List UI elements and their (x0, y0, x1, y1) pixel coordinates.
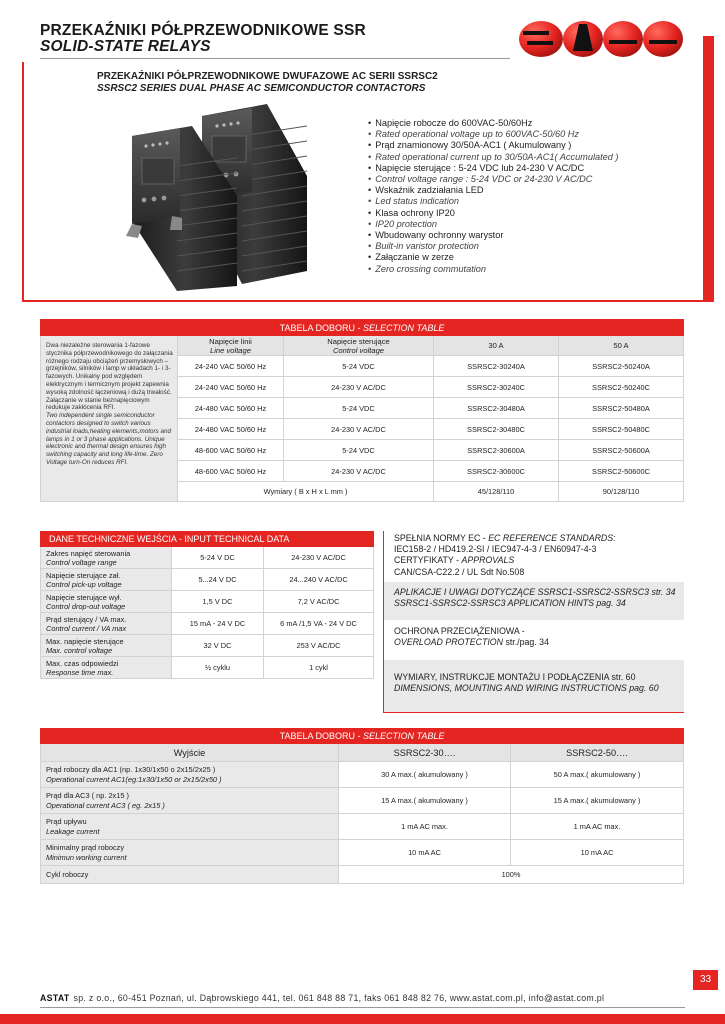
bullet-icon: • (368, 196, 372, 207)
bullet-icon: • (368, 129, 372, 140)
col-30a: 30 A (434, 336, 559, 356)
selection-table-1-title: TABELA DOBORU - SELECTION TABLE (41, 320, 684, 336)
bullet-icon: • (368, 151, 372, 162)
table-row: Napięcie sterujące zał. Control pick-up voltage 5...24 V DC 24...240 V AC/DC (41, 569, 374, 591)
table-row: Prąd dla AC3 ( np. 2x15 ) Operational current AC3 ( eg. 2x15 ) 15 A max.( akumulowany ) 15 A max.( akumulowany ) (41, 788, 684, 814)
feature-item: • Klasa ochrony IP20 (368, 207, 455, 218)
col-50a: 50 A (559, 336, 684, 356)
duty-cycle-label: Cykl roboczy (41, 866, 339, 884)
table-row: Prąd roboczy dla AC1 (np. 1x30/1x50 o 2x15/2x25 ) Operational current AC1(eg:1x30/1x50 or 2x15/2x50 ) 30 A max.( akumulowany ) 50 A max.( akumulowany ) (41, 762, 684, 788)
footer-address: ASTAT sp. z o.o., 60-451 Poznań, ul. Dąbrowskiego 441, tel. 061 848 88 71, faks 061 848 82 76, www.astat.com.pl, info@astat.com.pl (40, 993, 605, 1003)
bullet-icon: • (368, 252, 372, 263)
feature-item: • Led status indication (368, 196, 459, 207)
col-ssrsc2-50: SSRSC2-50…. (511, 744, 684, 762)
table-row: Prąd sterujący / VA max. Control current / VA max 15 mA - 24 V DC 6 mA /1,5 VA - 24 V DC (41, 613, 374, 635)
table-row: 24-240 VAC 50/60 Hz 24-230 V AC/DC SSRSC2-30240C SSRSC2-50240C (41, 377, 684, 398)
header-divider (40, 58, 510, 59)
feature-item: • Wskaźnik zadziałania LED (368, 185, 484, 196)
table-row (41, 866, 684, 884)
table-row: 48-600 VAC 50/60 Hz 5-24 VDC SSRSC2-30600A SSRSC2-50600A (41, 440, 684, 461)
table-row: 24-240 VAC 50/60 Hz 5-24 VDC SSRSC2-30240A SSRSC2-50240A (41, 356, 684, 377)
feature-item: • Control voltage range : 5-24 VDC or 24-230 V AC/DC (368, 174, 593, 185)
table-row: 24-480 VAC 50/60 Hz 5-24 VDC SSRSC2-30480A SSRSC2-50480A (41, 398, 684, 419)
feature-item: • Wbudowany ochronny warystor (368, 230, 504, 241)
table-row: Max. czas odpowiedzi Response time max. ½ cyklu 1 cykl (41, 657, 374, 679)
footer-accent-bar (0, 1014, 725, 1024)
product-description (41, 336, 178, 502)
application-hints-box: APLIKACJE I UWAGI DOTYCZĄCE SSRSC1-SSRSC2-SSRSC3 str. 34 SSRSC1-SSRSC2-SSRSC3 APPLICATION HINTS pag. 34 (384, 582, 684, 620)
page-title-pl: PRZEKAŹNIKI PÓŁPRZEWODNIKOWE SSR (40, 22, 366, 39)
feature-item: • Napięcie robocze do 600VAC-50/60Hz (368, 118, 533, 128)
col-control-voltage: Napięcie sterujące Control voltage (284, 336, 434, 356)
feature-list (368, 118, 668, 275)
bullet-icon: • (368, 218, 372, 229)
table-row: Prąd upływu Leakage current 1 mA AC max. 1 mA AC max. (41, 814, 684, 840)
bullet-icon: • (368, 207, 372, 218)
selection-table-1 (40, 319, 684, 502)
duty-cycle-value: 100% (339, 866, 684, 884)
dimensions-30a: 45/128/110 (434, 482, 559, 502)
table-row: Max. napięcie sterujące Max. control voltage 32 V DC 253 V AC/DC (41, 635, 374, 657)
bullet-icon: • (368, 185, 372, 196)
astat-logo-icon (517, 18, 687, 60)
company-name: ASTAT (40, 993, 70, 1003)
dimensions-reference-box: WYMIARY, INSTRUKCJE MONTAŻU I PODŁĄCZENIA str. 60 DIMENSIONS, MOUNTING AND WIRING INSTRUCTIONS pag. 60 (384, 660, 684, 712)
bullet-icon: • (368, 162, 372, 173)
description-pl: Dwa niezależne sterowania 1-fazowe stycznika półprzewodnikowego do załączania różnego rodzaju obciążeń przemysłowych – grzejników, silników i lamp w układach 1- i 3-fazowych. Unikalny pod względem elektrycznym i termicznym projekt zapewnia wysoką zdolność łączeniową i dużą trwałość. Załączanie w stanie beznapięciowym redukuje zakłócenia RFI. (46, 342, 173, 412)
selection-table-2-title: TABELA DOBORU - SELECTION TABLE (41, 729, 684, 744)
relay-product-photo (92, 96, 362, 291)
page-title-en: SOLID-STATE RELAYS (40, 38, 211, 55)
table-row: Minimalny prąd roboczy Minimun working current 10 mA AC 10 mA AC (41, 840, 684, 866)
bullet-icon: • (368, 230, 372, 241)
bullet-icon: • (368, 174, 372, 185)
tech-table-title: DANE TECHNICZNE WEJŚCIA - INPUT TECHNICAL DATA (41, 532, 374, 547)
bullet-icon: • (368, 241, 372, 252)
feature-item: • Prąd znamionowy 30/50A-AC1 ( Akumulowany ) (368, 140, 572, 151)
feature-item: • Built-in varistor protection (368, 241, 479, 252)
page-number: 33 (693, 970, 718, 990)
table-row: 48-600 VAC 50/60 Hz 24-230 V AC/DC SSRSC2-30600C SSRSC2-50600C (41, 461, 684, 482)
bullet-icon: • (368, 118, 372, 128)
feature-item: • Rated operational voltage up to 600VAC-50/60 Hz (368, 129, 580, 140)
feature-item: • Zero crossing commutation (368, 263, 487, 274)
table-row: Napięcie sterujące wył. Control drop-out voltage 1,5 V DC 7,2 V AC/DC (41, 591, 374, 613)
dimensions-50a: 90/128/110 (559, 482, 684, 502)
col-ssrsc2-30: SSRSC2-30…. (339, 744, 511, 762)
col-line-voltage: Napięcie linii Line voltage (178, 336, 284, 356)
footer-divider (40, 1007, 685, 1008)
selection-table-2 (40, 728, 684, 884)
description-en: Two independent single semiconductor contactors designed to switch various industrial loads,heating elements,motors and lamps in 1 or 3 phase applications. Unique electronic and thermal design ensures high switching capacity and long life-time. Zero Voltage turn-On reduces RFI. (46, 412, 171, 466)
product-subtitle-en: SSRSC2 SERIES DUAL PHASE AC SEMICONDUCTOR CONTACTORS (97, 83, 426, 94)
standards-panel (383, 531, 684, 713)
dimensions-label: Wymiary ( B x H x L mm ) (178, 482, 434, 502)
feature-item: • Załączanie w zerze (368, 252, 454, 263)
bullet-icon: • (368, 263, 372, 274)
col-output: Wyjście (41, 744, 339, 762)
overload-protection-box: OCHRONA PRZECIĄŻENIOWA - OVERLOAD PROTECTION str./pag. 34 (394, 626, 549, 648)
table-row: 24-480 VAC 50/60 Hz 24-230 V AC/DC SSRSC2-30480C SSRSC2-50480C (41, 419, 684, 440)
standards-box: SPEŁNIA NORMY EC - EC REFERENCE STANDARDS: IEC158-2 / HD419.2-SI / IEC947-4-3 / EN60947-4-3 CERTYFIKATY - APPROVALS CAN/CSA-C22.2 / UL Sdt No.508 (394, 533, 616, 577)
input-technical-data-table (40, 531, 374, 679)
table-row: Zakres napięć sterowania Control voltage range 5-24 V DC 24-230 V AC/DC (41, 547, 374, 569)
feature-item: • Rated operational current up to 30/50A-AC1( Accumulated ) (368, 151, 619, 162)
feature-item: • IP20 protection (368, 218, 438, 229)
product-subtitle-pl: PRZEKAŹNIKI PÓŁPRZEWODNIKOWE DWUFAZOWE AC SERII SSRSC2 (97, 71, 438, 82)
bullet-icon: • (368, 140, 372, 151)
feature-item: • Napięcie sterujące : 5-24 VDC lub 24-230 V AC/DC (368, 162, 585, 173)
